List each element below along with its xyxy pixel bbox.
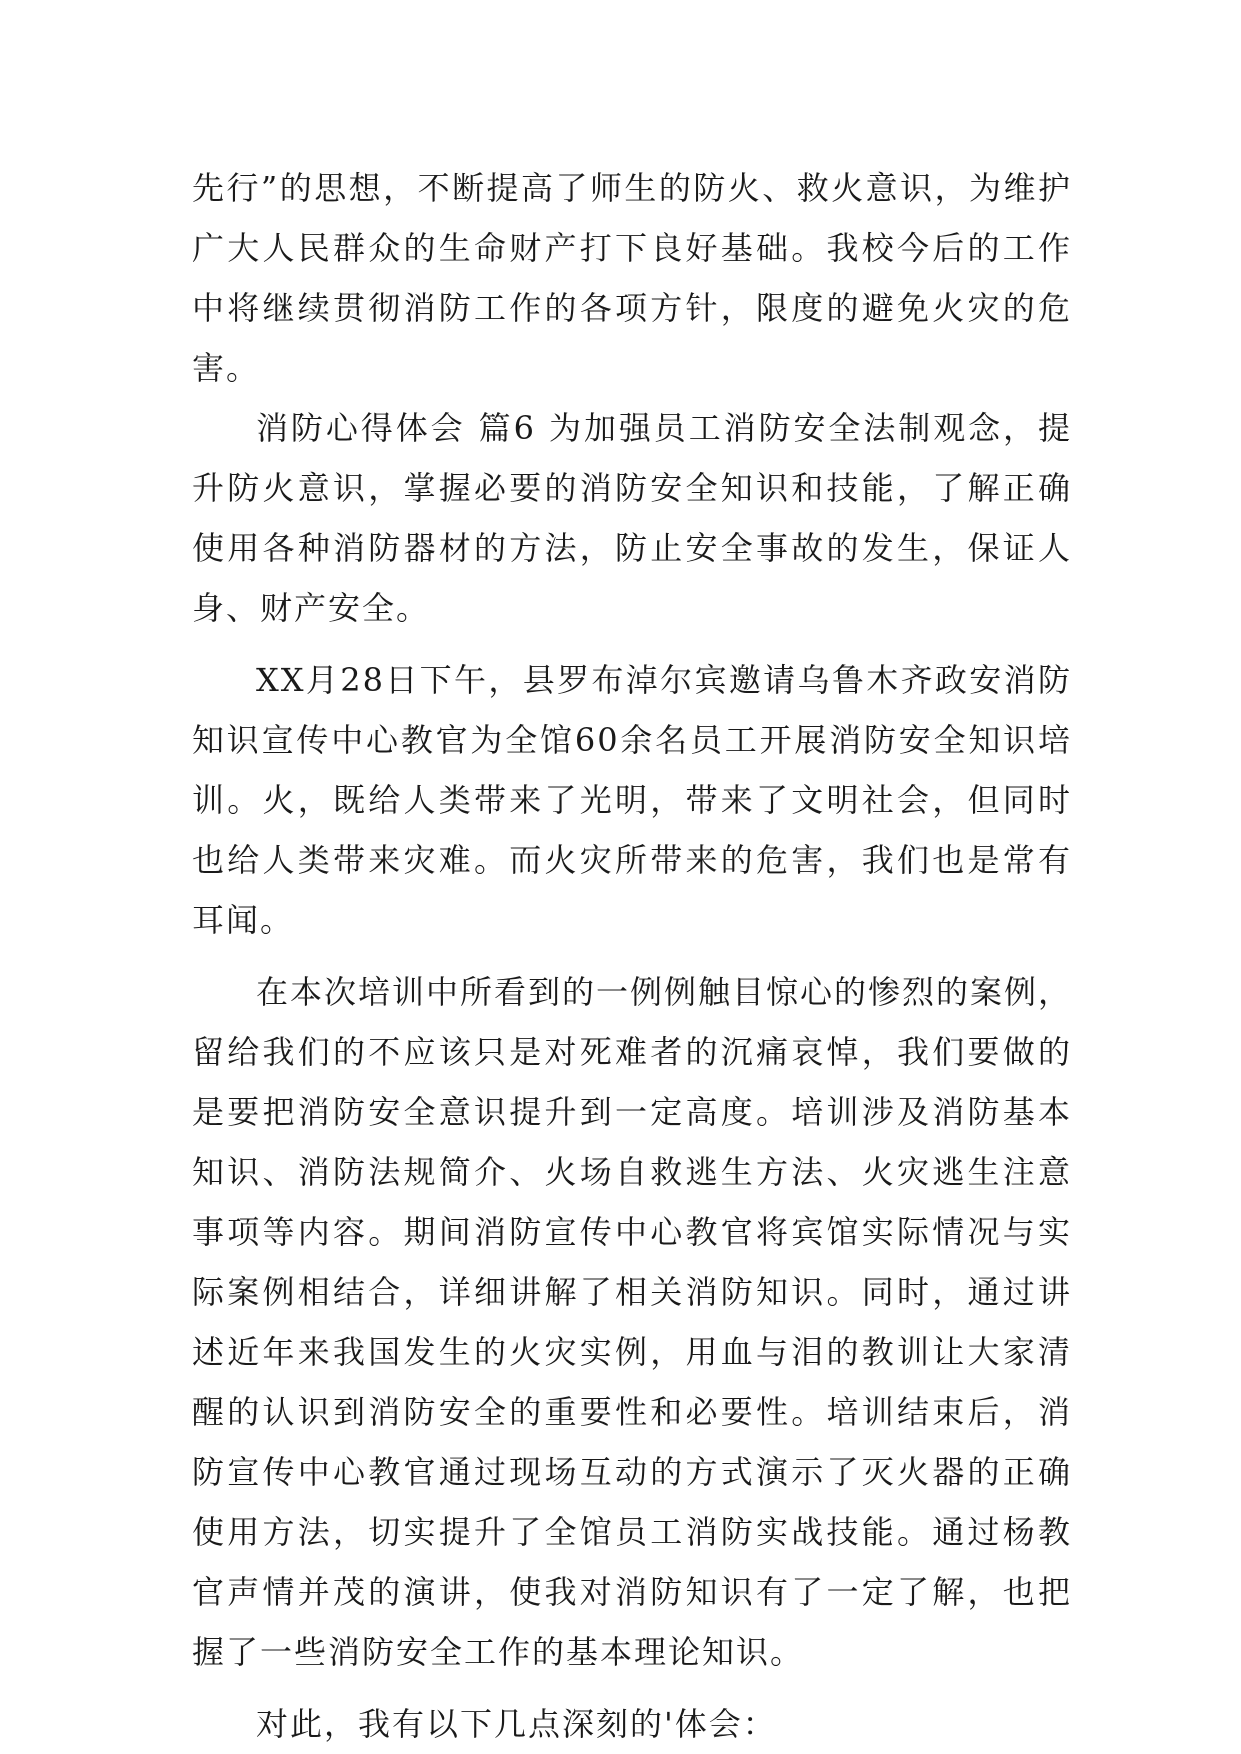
paragraph-continued: 先行”的思想，不断提高了师生的防火、救火意识，为维护广大人民群众的生命财产打下良好基础。我校今后的工作中将继续贯彻消防工作的各项方针，限度的避免火灾的危害。 xyxy=(192,169,1072,387)
paragraph-section-6-intro: 消防心得体会 篇6 为加强员工消防安全法制观念，提升防火意识，掌握必要的消防安全知识和技能，了解正确使用各种消防器材的方法，防止安全事故的发生，保证人身、财产安全。 xyxy=(192,409,1072,627)
paragraph-training-content: 在本次培训中所看到的一例例触目惊心的惨烈的案例，留给我们的不应该只是对死难者的沉痛哀悼，我们要做的是要把消防安全意识提升到一定高度。培训涉及消防基本知识、消防法规简介、火场自救逃生方法、火灾逃生注意事项等内容。期间消防宣传中心教官将宾馆实际情况与实际案例相结合，详细讲解了相关消防知识。同时，通过讲述近年来我国发生的火灾实例，用血与泪的教训让大家清醒的认识到消防安全的重要性和必要性。培训结束后，消防宣传中心教官通过现场互动的方式演示了灭火器的正确使用方法，切实提升了全馆员工消防实战技能。通过杨教官声情并茂的演讲，使我对消防知识有了一定了解，也把握了一些消防安全工作的基本理论知识。 xyxy=(192,973,1073,1671)
paragraph-reflection-lead: 对此，我有以下几点深刻的'体会： xyxy=(256,1705,777,1743)
paragraph-training-event: XX月28日下午，县罗布淖尔宾邀请乌鲁木齐政安消防知识宣传中心教官为全馆60余名员工开展消防安全知识培训。火，既给人类带来了光明，带来了文明社会，但同时也给人类带来灾难。而火灾所带来的危害，我们也是常有耳闻。 xyxy=(192,661,1072,939)
document-body xyxy=(192,158,1072,1754)
